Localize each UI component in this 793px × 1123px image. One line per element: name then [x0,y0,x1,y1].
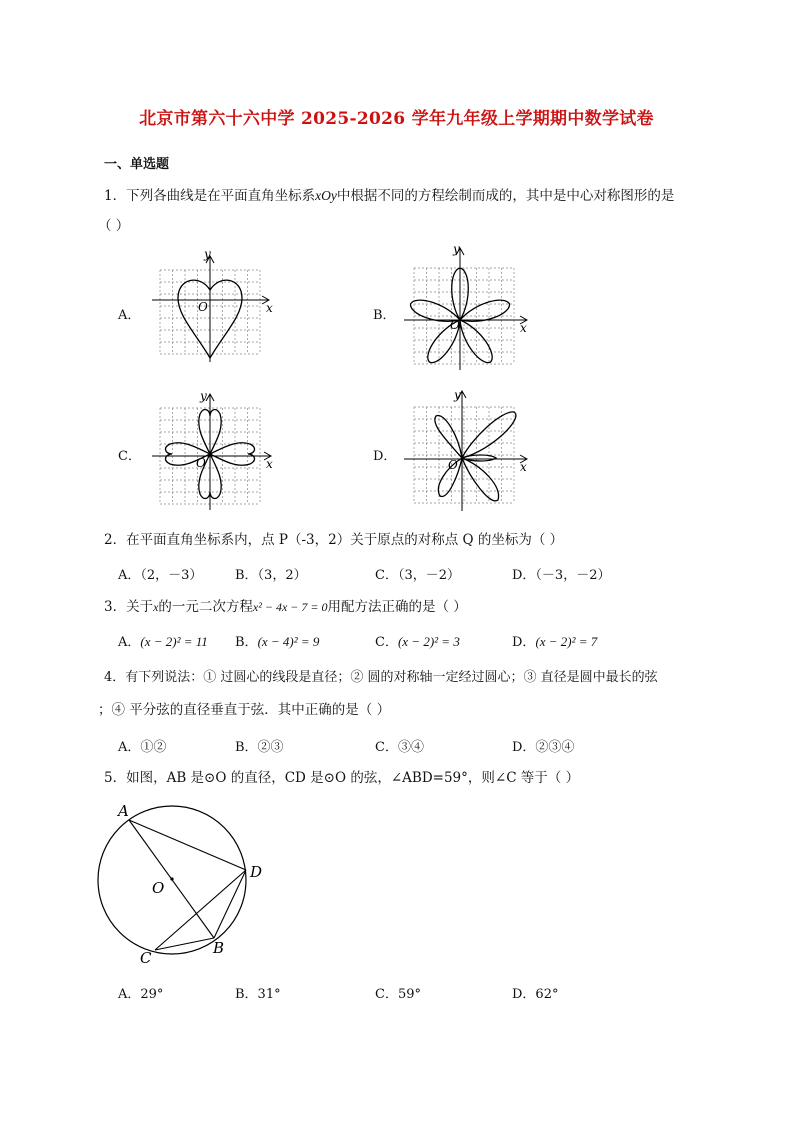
graph-a-origin-label: O [198,300,208,314]
graph-b-x-label: x [520,321,527,335]
q1-label-c: C． [118,449,141,464]
q5-option-d: D．62° [512,987,559,1002]
graph-c-clover [148,388,278,513]
graph-b-y-label: y [453,242,460,256]
question-4-line-1: 4．有下列说法：① 过圆心的线段是直径；② 圆的对称轴一定经过圆心；③ 直径是圆中最长的弦 [104,670,658,685]
q5-option-c: C．59° [375,987,421,1002]
graph-b-origin-label: O [450,318,460,332]
q3-option-b [235,631,319,650]
point-o-label: O [152,879,165,897]
graph-b-flower [400,240,535,375]
graph-c-y-label: y [200,389,207,403]
question-3-equation: x² − 4x − 7 = 0 [252,600,328,614]
graph-a-heart [148,248,278,366]
q2-option-c: C．（3，－2） [375,568,460,583]
q4-option-d: D．②③④ [512,740,575,755]
page-title: 北京市第六十六中学 2025-2026 学年九年级上学期期中数学试卷 [139,109,654,129]
q1-label-b: B． [373,308,396,323]
question-3-text-b: 的一元二次方程 [158,599,253,615]
graph-d-y-label: y [454,388,461,402]
q3-option-b-label: B． [235,635,258,650]
question-3-var: x [153,600,159,614]
q4-option-a: A．①② [118,740,167,755]
q3-option-d-eq: (x − 2)² = 7 [535,634,598,649]
question-1-text-b: 中根据不同的方程绘制而成的，其中是中心对称图形的是 [336,188,675,204]
q1-label-d: D． [373,449,397,464]
question-3 [104,597,467,617]
point-a-label: A [118,802,129,820]
point-b-label: B [213,939,225,957]
section-heading: 一、单选题 [104,157,170,172]
q1-label-a: A． [118,308,141,323]
q2-option-a: A．（2，－3） [118,568,203,583]
q3-option-c [375,631,460,650]
q3-option-c-label: C． [375,635,398,650]
q4-option-b: B．②③ [235,740,284,755]
question-4-line-2: ；④ 平分弦的直径垂直于弦．其中正确的是（ ） [98,702,391,718]
question-1-paren: （ ） [98,218,130,234]
q4-option-c: C．③④ [375,740,424,755]
question-2: 2．在平面直角坐标系内，点 P（-3，2）关于原点的对称点 Q 的坐标为（ ） [104,532,564,548]
point-c-label: C [140,949,152,967]
graph-a-y-label: y [204,248,211,261]
question-3-text-a: 3．关于 [104,599,154,615]
graph-a-x-label: x [266,301,273,315]
question-1-var: xOy [315,188,337,203]
question-3-text-c: 用配方法正确的是（ ） [327,599,467,615]
q2-option-d: D．（－3，－2） [512,568,611,583]
graph-d-leaves [400,385,535,515]
q3-option-d [512,631,597,650]
q5-option-a: A．29° [118,987,164,1002]
point-d-label: D [250,863,263,881]
q3-option-a-eq: (x − 2)² = 11 [140,634,208,649]
graph-d-origin-label: O [448,458,458,472]
q3-option-a-label: A． [118,635,141,650]
graph-c-x-label: x [266,457,273,471]
graph-c-origin-label: O [196,456,206,470]
circle-diagram [92,798,282,970]
q2-option-b: B．（3，2） [235,568,307,583]
graph-d-x-label: x [520,460,527,474]
q3-option-c-eq: (x − 2)² = 3 [397,634,460,649]
q3-option-d-label: D． [512,635,536,650]
question-1-text-a: 1．下列各曲线是在平面直角坐标系 [104,188,316,204]
q5-option-b: B．31° [235,987,281,1002]
q3-option-a [118,631,208,650]
q3-option-b-eq: (x − 4)² = 9 [257,634,320,649]
question-5: 5．如图，AB 是⊙O 的直径，CD 是⊙O 的弦，∠ABD=59°，则∠C 等于（ ） [104,770,580,786]
question-1 [104,186,704,206]
